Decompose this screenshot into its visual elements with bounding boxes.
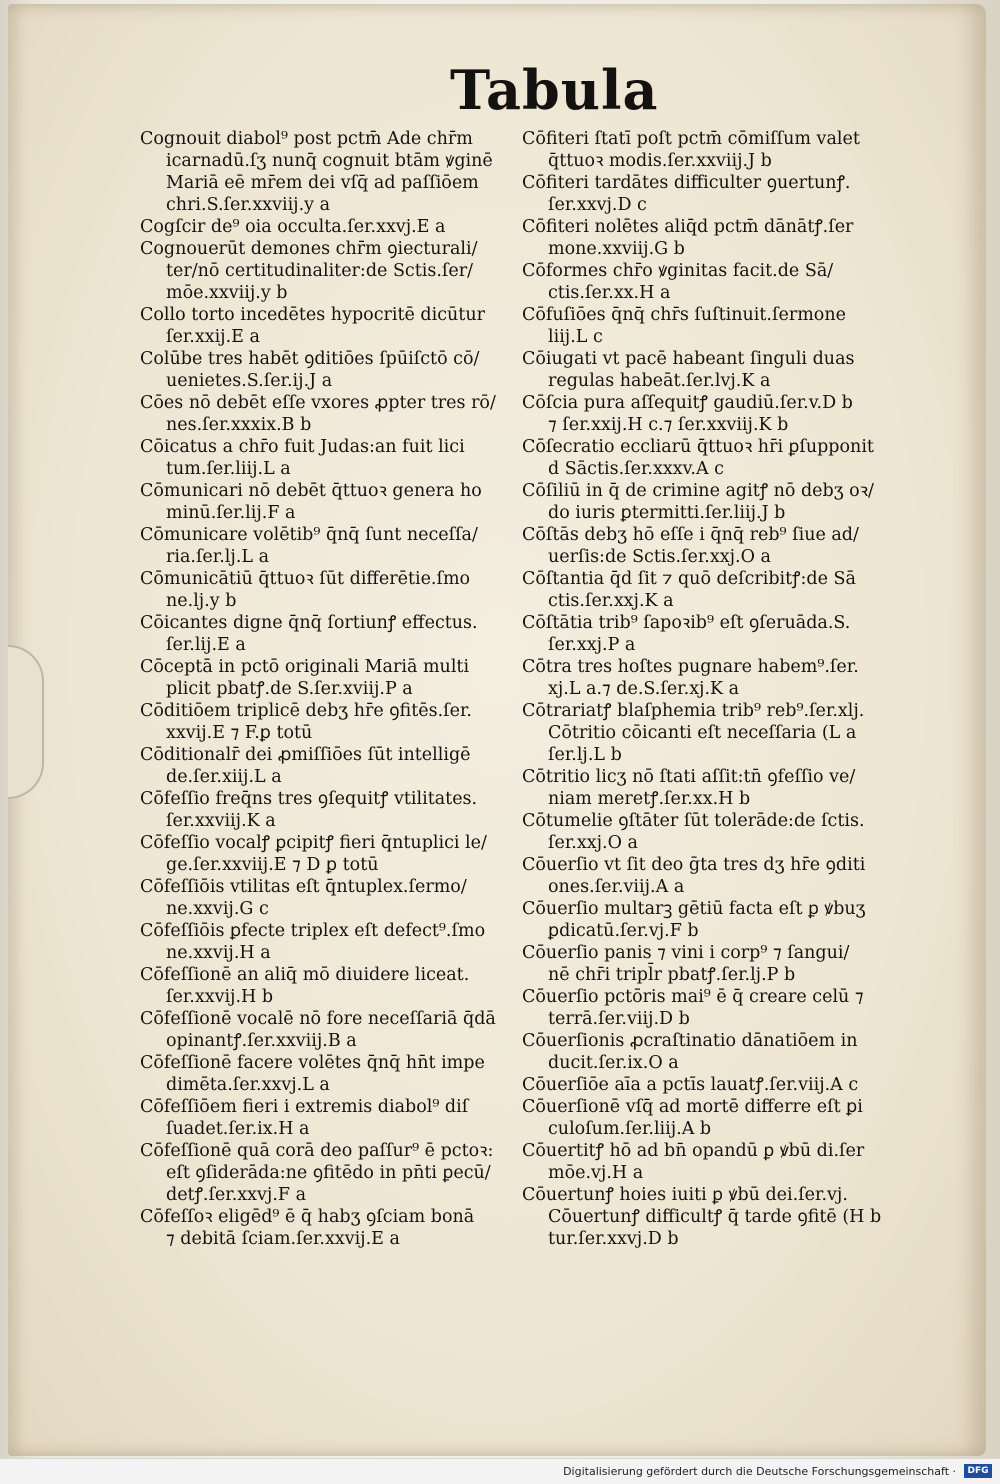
index-entry-line: niam meretꝭ.ſer.xx.H b [548,789,751,809]
index-entry-line: d Sāctis.ſer.xxxv.A c [548,459,724,479]
index-entry [522,480,902,524]
index-entry [522,1096,902,1140]
index-entry-line: ſer.lij.E a [166,635,246,655]
index-entry-line: Cōmunicātiū q̄ttuoꝛ ſūt differētie.ſmo [140,569,471,589]
index-entry-line: ne.xxvij.G c [166,899,269,919]
index-entry-line: Cōfeſſionē facere volētes q̄nq̄ hn̄t impe [140,1053,485,1073]
index-entry-line: Cōtrariatꝭ blaſphemia trib⁹ reb⁹.ſer.xlj. [522,701,865,721]
index-entry [522,1140,902,1184]
index-entry-line: do iuris ꝑtermitti.ſer.liij.J b [548,503,786,523]
index-entry-line: uenietes.S.ſer.ij.J a [166,371,333,391]
index-entry-line: Cōuerſio pctōris mai⁹ ē q̄ creare celū ⁊ [522,987,864,1007]
page-title: Tabula [450,58,659,122]
index-entry-line: Cōfeſſoꝛ eligēd⁹ ē q̄ habʒ ꝯſciam bonā [140,1207,475,1227]
index-entry-line: plicit pbatꝭ.de S.ſer.xviij.P a [166,679,413,699]
index-entry-line: Cōuerſio panis ⁊ vini i corp⁹ ⁊ ſangui/ [522,943,850,963]
index-entry-line: Mariā eē mr̄em dei vſq̄ ad paſſiōem [166,173,479,193]
index-entry-line: ſer.xxj.P a [548,635,636,655]
index-entry-line: terrā.ſer.viij.D b [548,1009,690,1029]
index-entry-line: Cōſcia pura aſſequitꝭ gaudiū.ſer.v.D b [522,393,853,413]
index-entry-line: Cognouit diabol⁹ post pctm̄ Ade chr̄m [140,129,473,149]
index-entry-line: Cōfeſſionē an aliq̄ mō diuidere liceat. [140,965,470,985]
index-entry [140,128,520,216]
index-entry-line: Cōformes chr̄o ꝟginitas facit.de Sā/ [522,261,834,281]
index-entry-line: ſuadet.ſer.ix.H a [166,1119,310,1139]
index-entry-line: detꝭ.ſer.xxvj.F a [166,1185,307,1205]
index-entry [522,568,902,612]
index-entry-line: de.ſer.xiij.L a [166,767,282,787]
index-entry-line: ſer.xxviij.K a [166,811,276,831]
index-entry-line: eſt ꝯſiderāda:ne ꝯfitēdo in pn̄ti ꝑecū/ [166,1163,491,1183]
index-entry [522,766,902,810]
index-entry-line: ⁊ ſer.xxij.H c.⁊ ſer.xxviij.K b [548,415,789,435]
index-entry [522,436,902,480]
index-entry [522,128,902,172]
index-entry [140,238,520,304]
index-entry-line: Cōfiteri nolētes aliq̄d pctm̄ dānātꝭ.ſer [522,217,854,237]
index-entry-line: Cōtritio licʒ nō ſtati aſſit:tn̄ ꝯfeſſio ve/ [522,767,856,787]
index-entry-line: mone.xxviij.G b [548,239,685,259]
index-entry-line: Cōfeſſiōem fieri i extremis diabol⁹ diſ [140,1097,469,1117]
index-entry-line: ones.ſer.viij.A a [548,877,685,897]
index-entry-line: Cōfeſſiōis ꝑfecte triplex eſt defect⁹.ſmo [140,921,486,941]
index-entry [522,898,902,942]
index-entry [522,942,902,986]
index-entry-line: ctis.ſer.xxj.K a [548,591,674,611]
index-entry [140,1206,520,1250]
index-entry-line: Cōicatus a chr̄o fuit Judas:an fuit lici [140,437,465,457]
index-entry [140,788,520,832]
index-entry [140,1096,520,1140]
index-entry [522,348,902,392]
index-entry-line: Cōfeſſionē vocalē nō fore neceſſariā q̄dā [140,1009,496,1029]
index-entry [140,216,520,238]
index-entry-line: uerſis:de Sctis.ſer.xxj.O a [548,547,771,567]
index-entry [522,172,902,216]
index-entry [140,436,520,480]
index-entry [140,1140,520,1206]
index-entry-line: Cōfiteri tardātes difficulter ꝯuertunꝭ. [522,173,851,193]
index-entry-line: mōe.vj.H a [548,1163,644,1183]
index-entry-line: tur.ſer.xxvj.D b [548,1229,679,1249]
index-entry [140,612,520,656]
index-entry-line: ducit.ſer.ix.O a [548,1053,679,1073]
index-entry [522,304,902,348]
index-entry-line: Cōfeſſio freq̄ns tres ꝯſequitꝭ vtilitates. [140,789,478,809]
index-entry-line: mōe.xxviij.y b [166,283,288,303]
index-entry-line: minū.ſer.lij.F a [166,503,296,523]
index-entry-line: Cōſtās debʒ hō eſſe i q̄nq̄ reb⁹ ſiue ad/ [522,525,859,545]
index-entry [140,348,520,392]
right-index-column [522,128,902,1250]
index-entry-line: Cōtumelie ꝯſtāter ſūt tolerāde:de ſctis. [522,811,865,831]
index-entry-line: Cōmunicari nō debēt q̄ttuoꝛ genera ho [140,481,482,501]
index-entry-line: ctis.ſer.xx.H a [548,283,671,303]
index-entry-line: Cōicantes digne q̄nq̄ ſortiunꝭ effectus. [140,613,478,633]
index-entry-line: Cōuertunꝭ hoies iuiti ꝑ ꝟbū dei.ſer.vj. [522,1185,848,1205]
index-entry [140,832,520,876]
index-entry-line: Cōceptā in pctō originali Mariā multi [140,657,470,677]
dfg-logo-icon: DFG [964,1464,992,1478]
index-entry [522,1184,902,1250]
index-entry-line: Cōuertunꝭ difficultꝭ q̄ tarde ꝯfitē (H b [548,1207,882,1227]
index-entry-line: ſer.lj.L b [548,745,622,765]
index-entry-line: Cōſiliū in q̄ de crimine agitꝭ nō debʒ oꝛ/ [522,481,874,501]
index-entry [140,876,520,920]
index-entry [522,392,902,436]
index-entry-line: Cōſtantia q̄d ſit ⁊ quō deſcribitꝭ:de Sā [522,569,856,589]
index-entry [140,656,520,700]
index-entry [522,524,902,568]
index-entry-line: xxvij.E ⁊ F.ꝑ totū [166,723,313,743]
index-entry [522,1074,902,1096]
page-tab-notch [8,645,44,799]
index-entry-line: ne.lj.y b [166,591,237,611]
index-entry-line: ria.ſer.lj.L a [166,547,270,567]
index-entry-line: Cōtritio cōicanti eſt neceſſaria (L a [548,723,857,743]
index-entry-line: Cōuerſio multarꝫ gētiū facta eſt ꝑ ꝟbuʒ [522,899,866,919]
index-entry [522,216,902,260]
index-entry-line: ⁊ debitā ſciam.ſer.xxvij.E a [166,1229,400,1249]
index-entry [522,260,902,304]
index-entry-line: nes.ſer.xxxix.B b [166,415,312,435]
index-entry [140,568,520,612]
footer-bar [0,1458,1000,1484]
left-index-column [140,128,520,1250]
index-entry-line: ne.xxvij.H a [166,943,271,963]
index-entry-line: Cōditionalr̄ dei ꝓmiſſiōes ſūt intelligē [140,745,471,765]
index-entry-line: Cōfiteri ſtatī poſt pctm̄ cōmiſſum valet [522,129,860,149]
index-entry-line: opinantꝭ.ſer.xxviij.B a [166,1031,357,1051]
index-entry [140,1008,520,1052]
index-entry-line: Cōuerſionis ꝓcraſtinatio dānatiōem in [522,1031,858,1051]
index-entry [522,656,902,700]
index-entry [140,304,520,348]
index-entry [140,744,520,788]
index-entry [522,854,902,898]
index-entry-line: Cōuerſionē vſq̄ ad mortē differre eſt ꝑi [522,1097,863,1117]
index-entry-line: Cōuertitꝭ hō ad bn̄ opandū ꝑ ꝟbū di.ſer [522,1141,865,1161]
index-entry-line: ſer.xxvj.D c [548,195,647,215]
index-entry-line: tum.ſer.liij.L a [166,459,291,479]
index-entry [140,700,520,744]
index-entry-line: Cōtra tres hoſtes pugnare habem⁹.ſer. [522,657,859,677]
index-entry-line: Cōditiōem triplicē debʒ hr̄e ꝯfitēs.ſer. [140,701,472,721]
index-entry [522,700,902,766]
index-entry [522,1030,902,1074]
index-entry-line: Cōmunicare volētib⁹ q̄nq̄ ſunt neceſſa/ [140,525,478,545]
index-entry-line: Cōfeſſiōis vtilitas eſt q̄ntuplex.ſermo/ [140,877,467,897]
footer-credit: Digitalisierung gefördert durch die Deutsche Forschungsgemeinschaft · [563,1465,956,1478]
index-entry-line: Collo torto incedētes hypocritē dicūtur [140,305,485,325]
index-entry-line: regulas habeāt.ſer.lvj.K a [548,371,771,391]
index-entry [140,524,520,568]
index-entry-line: Cogſcir de⁹ oia occulta.ſer.xxvj.E a [140,217,446,237]
index-entry-line: ge.ſer.xxviij.E ⁊ D ꝑ totū [166,855,379,875]
index-entry [140,392,520,436]
index-entry-line: Colūbe tres habēt ꝯditiōes ſpūiſctō cō/ [140,349,480,369]
index-entry-line: Cōes nō debēt eſſe vxores ꝓpter tres rō/ [140,393,496,413]
index-entry-line: chri.S.ſer.xxviij.y a [166,195,331,215]
index-entry [140,480,520,524]
index-entry-line: ſer.xxj.O a [548,833,638,853]
index-entry-line: culoſum.ſer.liij.A b [548,1119,712,1139]
index-entry-line: Cognouerūt demones chr̄m ꝯiecturali/ [140,239,478,259]
index-entry-line: Cōſtātia trib⁹ ſapoꝛib⁹ eſt ꝯſeruāda.S. [522,613,851,633]
index-entry-line: Cōfuſiōes q̄nq̄ chr̄s ſuſtinuit.ſermone [522,305,846,325]
index-entry-line: ſer.xxvij.H b [166,987,274,1007]
index-entry-line: dimēta.ſer.xxvj.L a [166,1075,330,1095]
index-entry-line: icarnadū.ſʒ nunq̄ cognuit btām ꝟginē [166,151,493,171]
index-entry-line: xj.L a.⁊ de.S.ſer.xj.K a [548,679,740,699]
index-entry-line: Cōfeſſionē quā corā deo paſſur⁹ ē pctoꝛ: [140,1141,494,1161]
index-entry-line: Cōſecratio eccliarū q̄ttuoꝛ hr̄i ꝑſupponit [522,437,874,457]
index-entry-line: ꝑdicatū.ſer.vj.F b [548,921,699,941]
index-entry-line: nē chr̄i tripl̄r pbatꝭ.ſer.lj.P b [548,965,796,985]
index-entry-line: ter/nō certitudinaliter:de Sctis.ſer/ [166,261,474,281]
index-entry [522,612,902,656]
index-entry-line: Cōiugati vt pacē habeant ſinguli duas [522,349,855,369]
index-entry [140,920,520,964]
index-entry-line: Cōuerſiōe aīa a pctīs lauatꝭ.ſer.viij.A c [522,1075,859,1095]
index-entry [522,810,902,854]
index-entry-line: q̄ttuoꝛ modis.ſer.xxviij.J b [548,151,772,171]
index-entry [140,964,520,1008]
index-entry [522,986,902,1030]
index-entry [140,1052,520,1096]
index-entry-line: liij.L c [548,327,603,347]
index-entry-line: Cōuerſio vt ſit deo ḡta tres dʒ hr̄e ꝯditi [522,855,866,875]
index-entry-line: Cōfeſſio vocalꝭ ꝑcipitꝭ fieri q̄ntuplici le/ [140,833,487,853]
index-entry-line: ſer.xxij.E a [166,327,260,347]
